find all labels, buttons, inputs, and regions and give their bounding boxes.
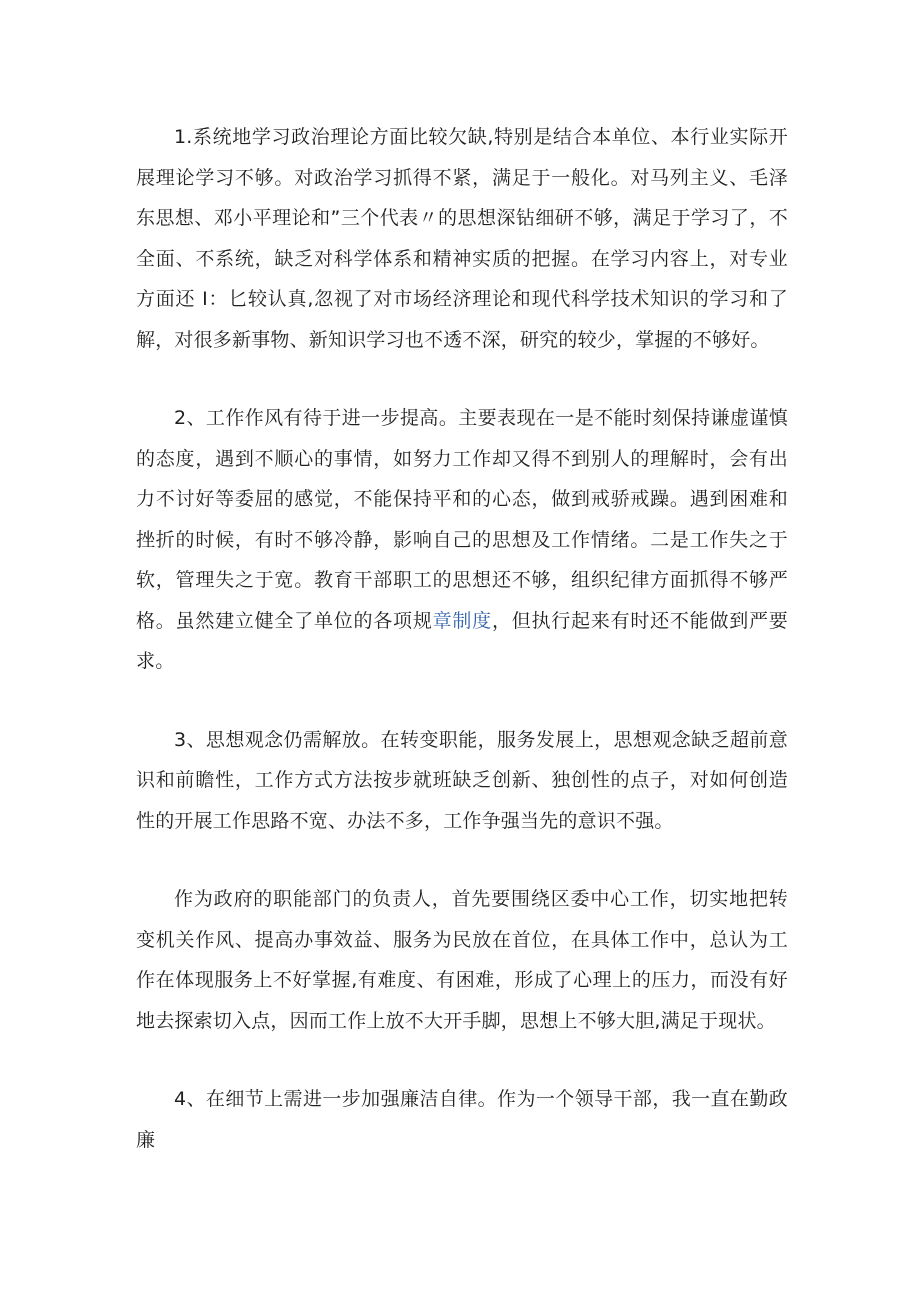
- paragraph-2-text-after: ，但执行起来有时还不能做到严要求。: [136, 609, 788, 672]
- paragraph-2: [136, 398, 788, 682]
- paragraph-5: 4、在细节上需进一步加强廉洁自律。作为一个领导干部，我一直在勤政廉: [136, 1088, 788, 1151]
- paragraph-1: 1.系统地学习政治理论方面比较欠缺,特别是结合本单位、本行业实际开展理论学习不够。对政治学习抓得不紧，满足于一般化。对马列主义、毛泽东思想、邓小平理论和”三个代表〃的思想深钻细研不够，满足于学习了，不全面、不系统，缺乏对科学体系和精神实质的把握。在学习内容上，对专业方面还 I：匕较认真,忽视了对市场经济理论和现代科学技术知识的学习和了解，对很多新事物、新知识学习也不透不深，研究的较少，掌握的不够好。: [136, 126, 788, 351]
- document-page: [136, 117, 788, 1198]
- paragraph-2-text: 2、工作作风有待于进一步提高。主要表现在一是不能时刻保持谦虚谨慎的态度，遇到不顺心的事情，如努力工作却又得不到别人的理解时，会有出力不讨好等委屈的感觉，不能保持平和的心态，做到戒骄戒躁。遇到困难和挫折的时候，有时不够冷静，影响自己的思想及工作情绪。二是工作失之于软，管理失之于宽。教育干部职工的思想还不够，组织纪律方面抓得不够严格。虽然建立健全了单位的各项规: [136, 407, 788, 632]
- paragraph-4: 作为政府的职能部门的负责人，首先要围绕区委中心工作，切实地把转变机关作风、提高办事效益、服务为民放在首位，在具体工作中，总认为工作在体现服务上不好掌握,有难度、有困难，形成了心理上的压力，而没有好地去探索切入点，因而工作上放不大开手脚，思想上不够大胆,满足于现状。: [136, 888, 788, 1032]
- regulation-link[interactable]: 章制度: [432, 609, 492, 632]
- paragraph-3: 3、思想观念仍需解放。在转变职能，服务发展上，思想观念缺乏超前意识和前瞻性，工作方式方法按步就班缺乏创新、独创性的点子，对如何创造性的开展工作思路不宽、办法不多，工作争强当先的意识不强。: [136, 728, 788, 832]
